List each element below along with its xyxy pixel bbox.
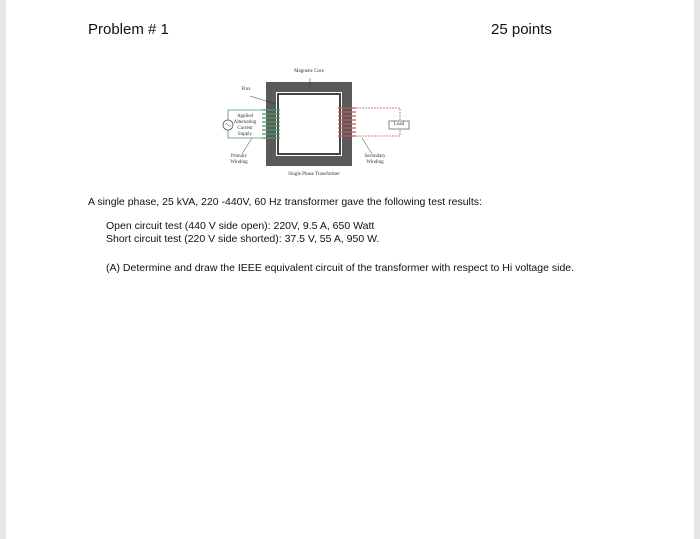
problem-title: Problem # 1 [88, 21, 169, 38]
problem-statement: A single phase, 25 kVA, 220 -440V, 60 Hz transformer gave the following test results: [88, 196, 482, 208]
load-label: Load [393, 122, 405, 127]
secondary-winding-label: Secondary Winding [364, 154, 386, 165]
open-circuit-test: Open circuit test (440 V side open): 220V, 9.5 A, 650 Watt [106, 220, 375, 232]
primary-winding-label: Primary Winding [230, 154, 248, 165]
transformer-figure [212, 66, 417, 184]
supply-label: Applied Alternating Current Supply [233, 114, 257, 137]
right-shadow-edge [694, 0, 700, 539]
short-circuit-test: Short circuit test (220 V side shorted): 37.5 V, 55 A, 950 W. [106, 233, 380, 245]
points-label: 25 points [491, 21, 552, 38]
figure-caption: Single Phase Transformer [288, 172, 340, 177]
question-a: (A) Determine and draw the IEEE equivalent circuit of the transformer with respect to Hi voltage side. [106, 262, 575, 274]
core-window [276, 92, 342, 156]
magnetic-core-label: Magnetic Core [294, 69, 324, 74]
flux-label: Flux [241, 87, 251, 92]
